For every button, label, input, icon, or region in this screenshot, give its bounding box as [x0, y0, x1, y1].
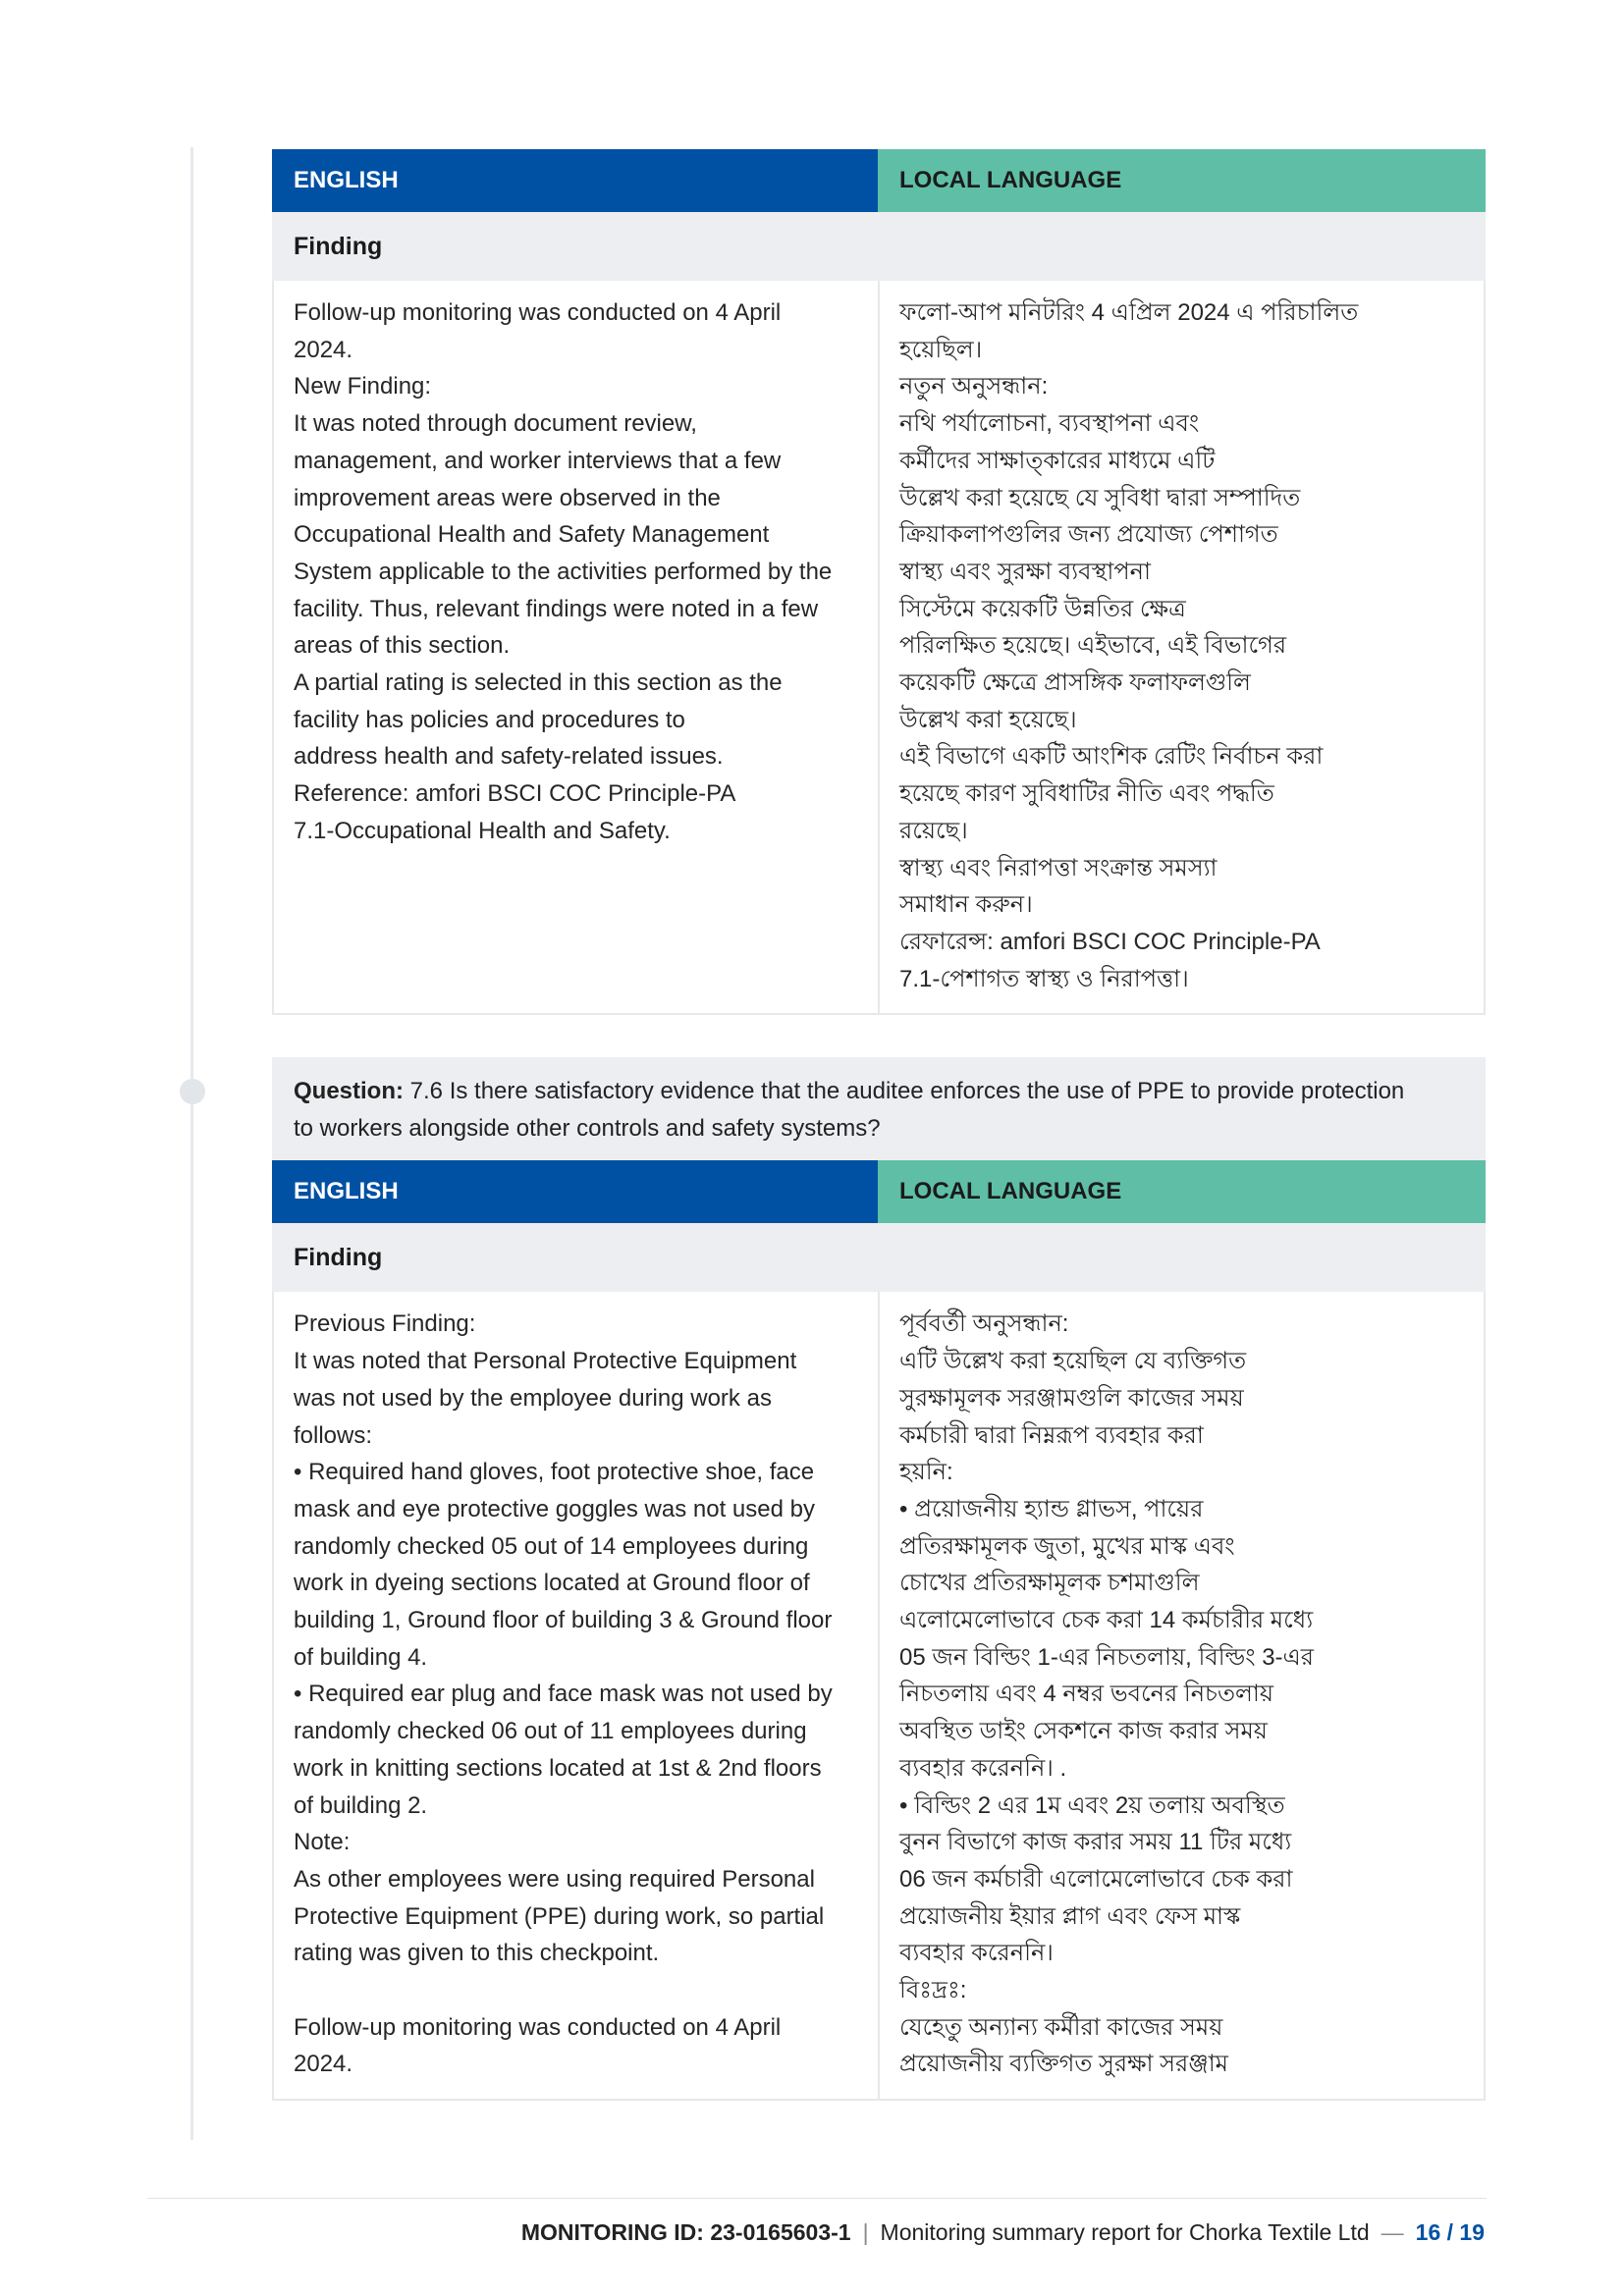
text-line: address health and safety-related issues. — [294, 743, 724, 771]
text-line: প্রয়োজনীয় ব্যক্তিগত সুরক্ষা সরঞ্জাম — [899, 2051, 1229, 2078]
text-line: Follow-up monitoring was conducted on 4 April — [294, 2013, 782, 2041]
text-line: কর্মচারী দ্বারা নিম্নরূপ ব্যবহার করা — [899, 1421, 1204, 1449]
report-title: Monitoring summary report for Chorka Textile Ltd — [880, 2219, 1370, 2245]
footer-dash: — — [1380, 2219, 1404, 2245]
text-line: 2024. — [294, 336, 353, 363]
text-line: • Required hand gloves, foot protective shoe, face — [294, 1459, 815, 1486]
question-label: Question: — [294, 1078, 404, 1104]
text-line: স্বাস্থ্য এবং সুরক্ষা ব্যবস্থাপনা — [899, 558, 1151, 585]
text-line: ক্রিয়াকলাপগুলির জন্য প্রযোজ্য পেশাগত — [899, 521, 1278, 549]
english-text — [274, 281, 880, 1013]
text-line: পূর্ববর্তী অনুসন্ধান: — [899, 1310, 1069, 1338]
question-section-7-6 — [272, 1057, 1486, 2101]
english-text — [274, 1292, 880, 2099]
text-line: ব্যবহার করেননি। . — [899, 1754, 1067, 1782]
text-line: কয়েকটি ক্ষেত্রে প্রাসঙ্গিক ফলাফলগুলি — [899, 669, 1251, 697]
text-line: A partial rating is selected in this section as the — [294, 669, 783, 697]
monitoring-id: MONITORING ID: 23-0165603-1 — [520, 2219, 851, 2245]
text-line: rating was given to this checkpoint. — [294, 1940, 660, 1967]
question-text-continued: to workers alongside other controls and safety systems? — [294, 1114, 881, 1142]
text-line: নতুন অনুসন্ধান: — [899, 373, 1049, 400]
text-line: অবস্থিত ডাইং সেকশনে কাজ করার সময় — [899, 1718, 1268, 1745]
text-line — [294, 1972, 858, 2009]
text-line: New Finding: — [294, 373, 432, 400]
header-english: ENGLISH — [272, 1160, 878, 1223]
text-line: Note: — [294, 1829, 351, 1856]
text-line: of building 2. — [294, 1791, 428, 1819]
text-line: সিস্টেমে কয়েকটি উন্নতির ক্ষেত্র — [899, 595, 1186, 622]
text-line: রেফারেন্স: amfori BSCI COC Principle-PA — [899, 928, 1321, 955]
text-line: বুনন বিভাগে কাজ করার সময় 11 টির মধ্যে — [899, 1829, 1292, 1856]
text-line: System applicable to the activities performed by the — [294, 558, 833, 585]
text-line: follows: — [294, 1421, 373, 1449]
text-line: Occupational Health and Safety Management — [294, 521, 770, 549]
text-line: 05 জন বিল্ডিং 1-এর নিচতলায়, বিল্ডিং 3-এর — [899, 1643, 1314, 1671]
finding-body — [272, 281, 1486, 1015]
text-line: এলোমেলোভাবে চেক করা 14 কর্মচারীর মধ্যে — [899, 1607, 1314, 1634]
finding-label: Finding — [272, 1223, 1486, 1292]
text-line: প্রয়োজনীয় ইয়ার প্লাগ এবং ফেস মাস্ক — [899, 1902, 1241, 1930]
text-line: স্বাস্থ্য এবং নিরাপত্তা সংক্রান্ত সমস্যা — [899, 854, 1218, 881]
text-line: management, and worker interviews that a few — [294, 447, 782, 474]
question-text: 7.6 Is there satisfactory evidence that the auditee enforces the use of PPE to provide protection — [404, 1078, 1405, 1104]
footer-divider — [147, 2198, 1487, 2199]
page-number: 16 / 19 — [1415, 2219, 1485, 2245]
text-line: হয়েছিল। — [899, 336, 983, 363]
text-line: ফলো-আপ মনিটরিং 4 এপ্রিল 2024 এ পরিচালিত — [899, 299, 1359, 326]
text-line: facility has policies and procedures to — [294, 706, 685, 733]
text-line: As other employees were using required Personal — [294, 1865, 815, 1893]
footer-separator: | — [862, 2219, 869, 2245]
text-line: It was noted that Personal Protective Equipment — [294, 1348, 797, 1375]
text-line: • Required ear plug and face mask was not used by — [294, 1681, 833, 1708]
text-line: 7.1-পেশাগত স্বাস্থ্য ও নিরাপত্তা। — [899, 965, 1189, 992]
text-line: উল্লেখ করা হয়েছে যে সুবিধা দ্বারা সম্পাদিত — [899, 484, 1301, 511]
header-local-language: LOCAL LANGUAGE — [878, 1160, 1486, 1223]
text-line: Follow-up monitoring was conducted on 4 April — [294, 299, 782, 326]
text-line: যেহেতু অন্যান্য কর্মীরা কাজের সময় — [899, 2013, 1223, 2041]
text-line: mask and eye protective goggles was not used by — [294, 1495, 815, 1522]
header-english: ENGLISH — [272, 149, 878, 212]
text-line: বিঃদ্রঃ: — [899, 1977, 967, 2004]
text-line: রয়েছে। — [899, 817, 968, 844]
header-local-language: LOCAL LANGUAGE — [878, 149, 1486, 212]
text-line: areas of this section. — [294, 632, 511, 660]
text-line: 7.1-Occupational Health and Safety. — [294, 817, 671, 844]
text-line: work in dyeing sections located at Ground floor of — [294, 1570, 810, 1597]
text-line: সুরক্ষামূলক সরঞ্জামগুলি কাজের সময় — [899, 1384, 1244, 1412]
text-line: randomly checked 05 out of 14 employees during — [294, 1532, 809, 1560]
text-line: building 1, Ground floor of building 3 & Ground floor — [294, 1607, 833, 1634]
text-line: • প্রয়োজনীয় হ্যান্ড গ্লাভস, পায়ের — [899, 1495, 1204, 1522]
text-line: সমাধান করুন। — [899, 891, 1033, 919]
text-line: 06 জন কর্মচারী এলোমেলোভাবে চেক করা — [899, 1865, 1293, 1893]
table-header — [272, 149, 1486, 212]
text-line: প্রতিরক্ষামূলক জুতা, মুখের মাস্ক এবং — [899, 1532, 1235, 1560]
text-line: এটি উল্লেখ করা হয়েছিল যে ব্যক্তিগত — [899, 1348, 1247, 1375]
text-line: It was noted through document review, — [294, 410, 697, 438]
finding-label: Finding — [272, 212, 1486, 281]
local-language-text — [880, 1292, 1484, 2099]
question-box — [272, 1057, 1486, 1160]
text-line: Previous Finding: — [294, 1310, 476, 1338]
text-line: হয়নি: — [899, 1459, 953, 1486]
text-line: improvement areas were observed in the — [294, 484, 721, 511]
text-line: ব্যবহার করেননি। — [899, 1940, 1054, 1967]
text-line: নথি পর্যালোচনা, ব্যবস্থাপনা এবং — [899, 410, 1200, 438]
text-line: Reference: amfori BSCI COC Principle-PA — [294, 780, 736, 808]
text-line: কর্মীদের সাক্ষাত্কারের মাধ্যমে এটি — [899, 447, 1216, 474]
text-line: facility. Thus, relevant findings were noted in a few — [294, 595, 819, 622]
text-line: Protective Equipment (PPE) during work, so partial — [294, 1902, 825, 1930]
page-footer — [521, 2219, 1485, 2246]
timeline-dot — [180, 1079, 205, 1104]
text-line: নিচতলায় এবং 4 নম্বর ভবনের নিচতলায় — [899, 1681, 1273, 1708]
text-line: of building 4. — [294, 1643, 428, 1671]
timeline-line — [190, 147, 193, 2140]
text-line: randomly checked 06 out of 11 employees during — [294, 1718, 807, 1745]
text-line: was not used by the employee during work as — [294, 1384, 772, 1412]
table-header — [272, 1160, 1486, 1223]
finding-section-1 — [272, 149, 1486, 1015]
local-language-text — [880, 281, 1484, 1013]
text-line: হয়েছে কারণ সুবিধাটির নীতি এবং পদ্ধতি — [899, 780, 1274, 808]
text-line: এই বিভাগে একটি আংশিক রেটিং নির্বাচন করা — [899, 743, 1324, 771]
finding-body — [272, 1292, 1486, 2101]
text-line: 2024. — [294, 2051, 353, 2078]
text-line: • বিল্ডিং 2 এর 1ম এবং 2য় তলায় অবস্থিত — [899, 1791, 1285, 1819]
text-line: work in knitting sections located at 1st & 2nd floors — [294, 1754, 822, 1782]
text-line: উল্লেখ করা হয়েছে। — [899, 706, 1077, 733]
text-line: পরিলক্ষিত হয়েছে। এইভাবে, এই বিভাগের — [899, 632, 1287, 660]
text-line: চোখের প্রতিরক্ষামূলক চশমাগুলি — [899, 1570, 1200, 1597]
